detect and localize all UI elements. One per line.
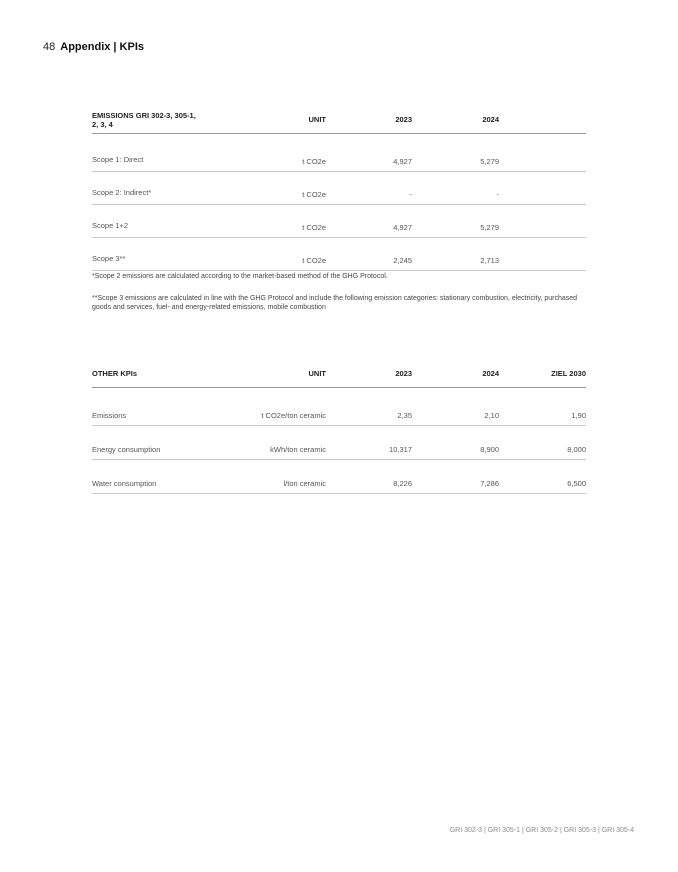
footnote-scope3: **Scope 3 emissions are calculated in line with the GHG Protocol and include the following emission categories: stationary combustion, electricity, purchased goods and services, fuel- and energy-related emissions, mobile combustion bbox=[92, 295, 578, 311]
cell-2024: - bbox=[412, 171, 499, 204]
table-row bbox=[92, 204, 586, 237]
table-row bbox=[92, 425, 586, 459]
page-header bbox=[43, 41, 144, 53]
cell-2023: 10,317 bbox=[326, 425, 412, 459]
cell-empty bbox=[499, 171, 586, 204]
cell-2024: 7,286 bbox=[412, 459, 499, 493]
page-title: Appendix | KPIs bbox=[60, 41, 145, 53]
cell-metric: Emissions bbox=[92, 387, 202, 425]
cell-metric: Scope 1: Direct bbox=[92, 133, 202, 171]
cell-empty bbox=[499, 237, 586, 270]
column-header-2023: 2023 bbox=[326, 361, 412, 387]
gri-references-footer: GRI 302-3 | GRI 305-1 | GRI 305-2 | GRI 305-3 | GRI 305-4 bbox=[449, 827, 634, 834]
cell-2023: 2,35 bbox=[326, 387, 412, 425]
table-row bbox=[92, 459, 586, 493]
emissions-table bbox=[92, 107, 586, 271]
cell-unit: t CO2e bbox=[202, 237, 326, 270]
cell-metric: Scope 1+2 bbox=[92, 204, 202, 237]
cell-2024: 5,279 bbox=[412, 133, 499, 171]
cell-unit: l/ton ceramic bbox=[202, 459, 326, 493]
cell-ziel-2030: 8,000 bbox=[499, 425, 586, 459]
cell-2024: 8,900 bbox=[412, 425, 499, 459]
cell-2023: 8,226 bbox=[326, 459, 412, 493]
cell-unit: t CO2e bbox=[202, 204, 326, 237]
column-header-other-kpis: OTHER KPIs bbox=[92, 361, 202, 387]
column-header-emissions: EMISSIONS GRI 302-3, 305-1, 2, 3, 4 bbox=[92, 107, 202, 133]
cell-2024: 2,713 bbox=[412, 237, 499, 270]
cell-unit: t CO2e bbox=[202, 133, 326, 171]
cell-empty bbox=[499, 133, 586, 171]
cell-2023: 4,927 bbox=[326, 133, 412, 171]
cell-ziel-2030: 1,90 bbox=[499, 387, 586, 425]
page-number: 48 bbox=[43, 41, 56, 53]
column-header-unit: UNIT bbox=[202, 107, 326, 133]
cell-metric: Scope 3** bbox=[92, 237, 202, 270]
cell-2024: 2,10 bbox=[412, 387, 499, 425]
table-row bbox=[92, 133, 586, 171]
cell-empty bbox=[499, 204, 586, 237]
table-row bbox=[92, 237, 586, 270]
cell-metric: Scope 2: Indirect* bbox=[92, 171, 202, 204]
cell-unit: kWh/ton ceramic bbox=[202, 425, 326, 459]
table-row bbox=[92, 171, 586, 204]
column-header-unit: UNIT bbox=[202, 361, 326, 387]
cell-metric: Energy consumption bbox=[92, 425, 202, 459]
cell-unit: t CO2e bbox=[202, 171, 326, 204]
column-header-empty bbox=[499, 107, 586, 133]
cell-metric: Water consumption bbox=[92, 459, 202, 493]
table-header-row bbox=[92, 107, 586, 133]
cell-2024: 5,279 bbox=[412, 204, 499, 237]
footnote-scope2: *Scope 2 emissions are calculated according to the market-based method of the GHG Protocol. bbox=[92, 273, 388, 280]
cell-unit: t CO2e/ton ceramic bbox=[202, 387, 326, 425]
other-kpis-table bbox=[92, 361, 586, 494]
cell-2023: 2,245 bbox=[326, 237, 412, 270]
cell-2023: - bbox=[326, 171, 412, 204]
cell-ziel-2030: 6,500 bbox=[499, 459, 586, 493]
cell-2023: 4,927 bbox=[326, 204, 412, 237]
table-header-row bbox=[92, 361, 586, 387]
column-header-2023: 2023 bbox=[326, 107, 412, 133]
column-header-2024: 2024 bbox=[412, 107, 499, 133]
column-header-2024: 2024 bbox=[412, 361, 499, 387]
table-row bbox=[92, 387, 586, 425]
column-header-ziel-2030: ZIEL 2030 bbox=[499, 361, 586, 387]
